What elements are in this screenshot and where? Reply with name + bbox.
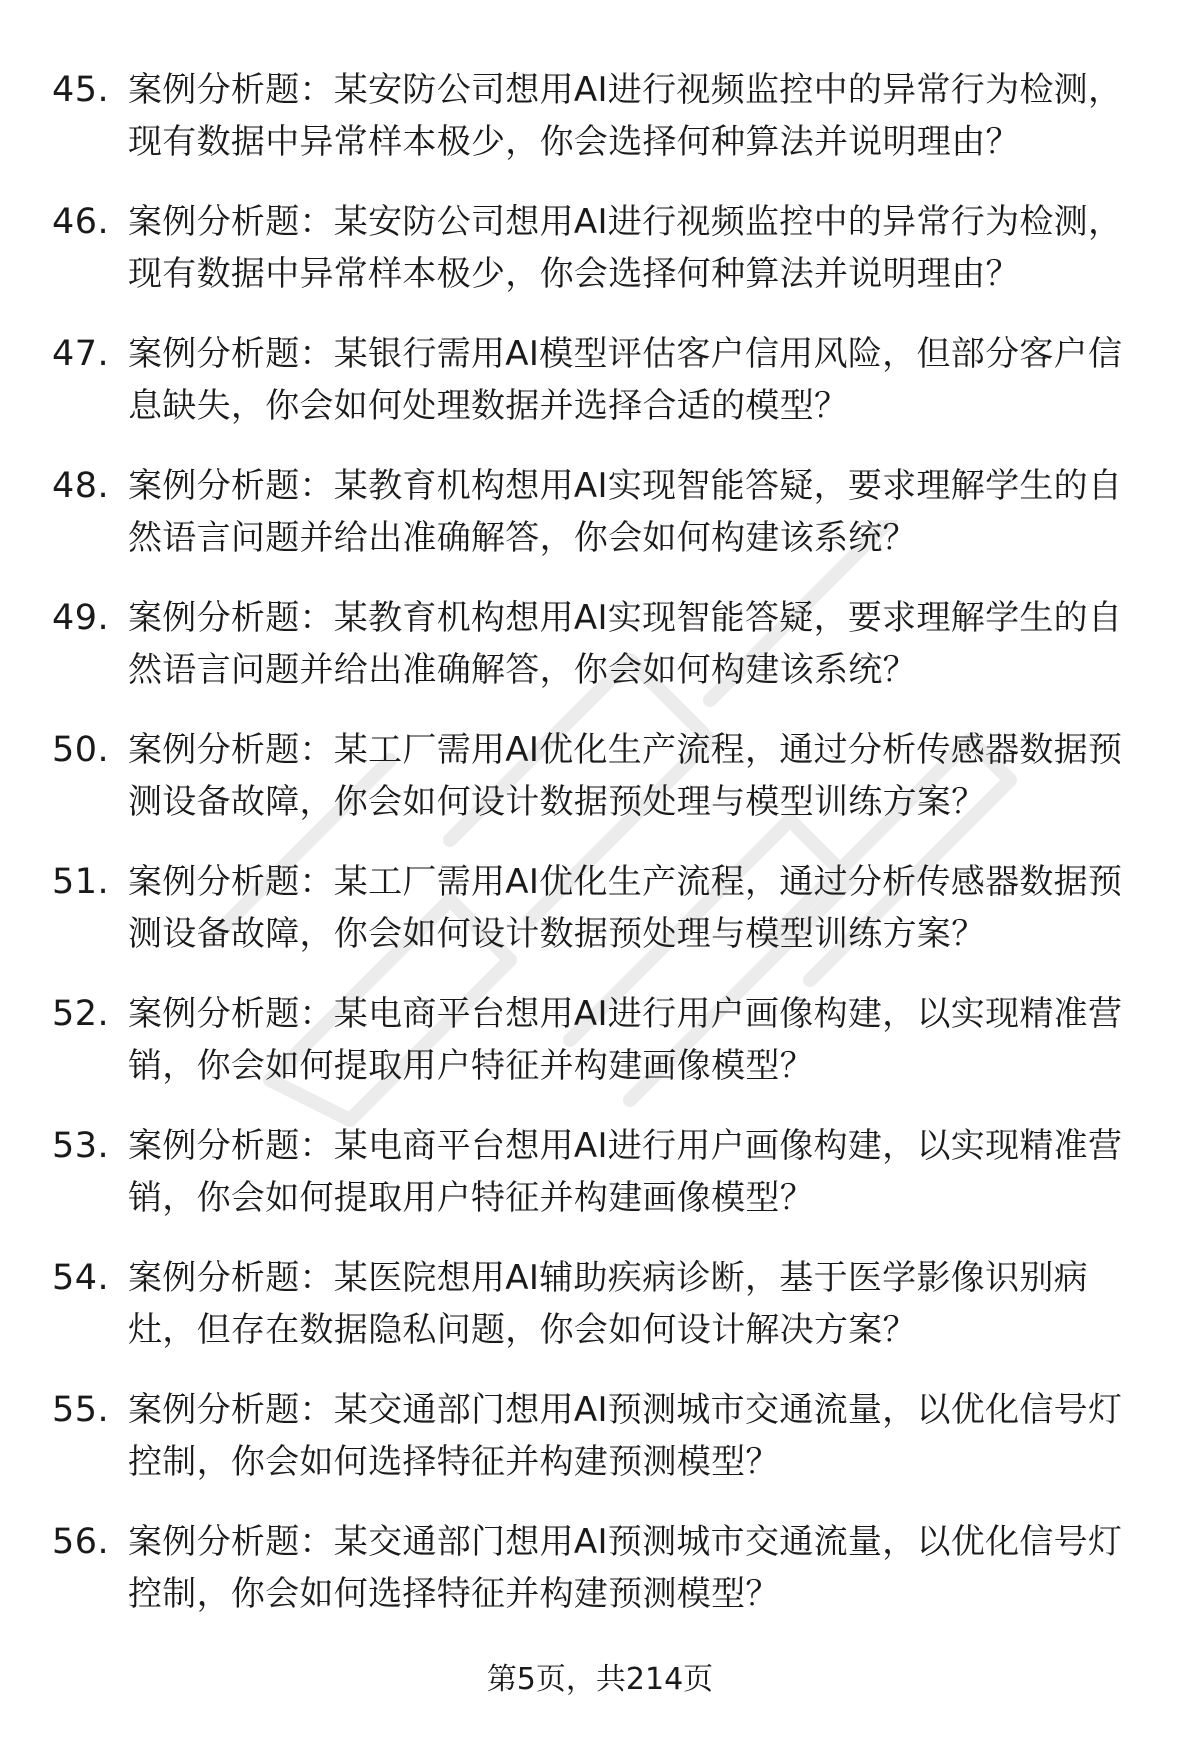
question-text: 案例分析题：某工厂需用AI优化生产流程，通过分析传感器数据预测设备故障，你会如何设计数据预处理与模型训练方案？ <box>128 862 1123 954</box>
question-text: 案例分析题：某电商平台想用AI进行用户画像构建，以实现精准营销，你会如何提取用户特征并构建画像模型？ <box>128 1126 1123 1218</box>
question-item <box>52 1252 1142 1384</box>
question-item <box>52 988 1142 1120</box>
question-item <box>52 1120 1142 1252</box>
question-number: 52. <box>52 994 110 1034</box>
question-text: 案例分析题：某教育机构想用AI实现智能答疑，要求理解学生的自然语言问题并给出准确解答，你会如何构建该系统？ <box>128 598 1123 690</box>
page-number-footer: 第5页，共214页 <box>486 1662 714 1697</box>
question-list <box>52 64 1142 1648</box>
question-item <box>52 856 1142 988</box>
question-number: 51. <box>52 862 110 902</box>
question-text: 案例分析题：某电商平台想用AI进行用户画像构建，以实现精准营销，你会如何提取用户特征并构建画像模型？ <box>128 994 1123 1086</box>
question-number: 48. <box>52 466 110 506</box>
question-text: 案例分析题：某交通部门想用AI预测城市交通流量，以优化信号灯控制，你会如何选择特征并构建预测模型？ <box>128 1522 1123 1614</box>
question-number: 55. <box>52 1390 110 1430</box>
question-number: 56. <box>52 1522 110 1562</box>
question-number: 47. <box>52 334 110 374</box>
question-item <box>52 724 1142 856</box>
question-item <box>52 64 1142 196</box>
question-text: 案例分析题：某工厂需用AI优化生产流程，通过分析传感器数据预测设备故障，你会如何设计数据预处理与模型训练方案？ <box>128 730 1123 822</box>
question-item <box>52 460 1142 592</box>
question-text: 案例分析题：某银行需用AI模型评估客户信用风险，但部分客户信息缺失，你会如何处理数据并选择合适的模型？ <box>128 334 1123 426</box>
question-number: 53. <box>52 1126 110 1166</box>
question-text: 案例分析题：某交通部门想用AI预测城市交通流量，以优化信号灯控制，你会如何选择特征并构建预测模型？ <box>128 1390 1123 1482</box>
question-number: 50. <box>52 730 110 770</box>
question-item <box>52 1384 1142 1516</box>
question-text: 案例分析题：某医院想用AI辅助疾病诊断，基于医学影像识别病灶，但存在数据隐私问题，你会如何设计解决方案？ <box>128 1258 1088 1350</box>
question-number: 45. <box>52 70 110 110</box>
question-number: 54. <box>52 1258 110 1298</box>
question-text: 案例分析题：某教育机构想用AI实现智能答疑，要求理解学生的自然语言问题并给出准确解答，你会如何构建该系统？ <box>128 466 1123 558</box>
question-item <box>52 1516 1142 1648</box>
question-item <box>52 328 1142 460</box>
question-item <box>52 592 1142 724</box>
question-text: 案例分析题：某安防公司想用AI进行视频监控中的异常行为检测，现有数据中异常样本极少，你会选择何种算法并说明理由？ <box>128 202 1123 294</box>
question-item <box>52 196 1142 328</box>
question-number: 46. <box>52 202 110 242</box>
question-number: 49. <box>52 598 110 638</box>
question-text: 案例分析题：某安防公司想用AI进行视频监控中的异常行为检测，现有数据中异常样本极少，你会选择何种算法并说明理由？ <box>128 70 1123 162</box>
